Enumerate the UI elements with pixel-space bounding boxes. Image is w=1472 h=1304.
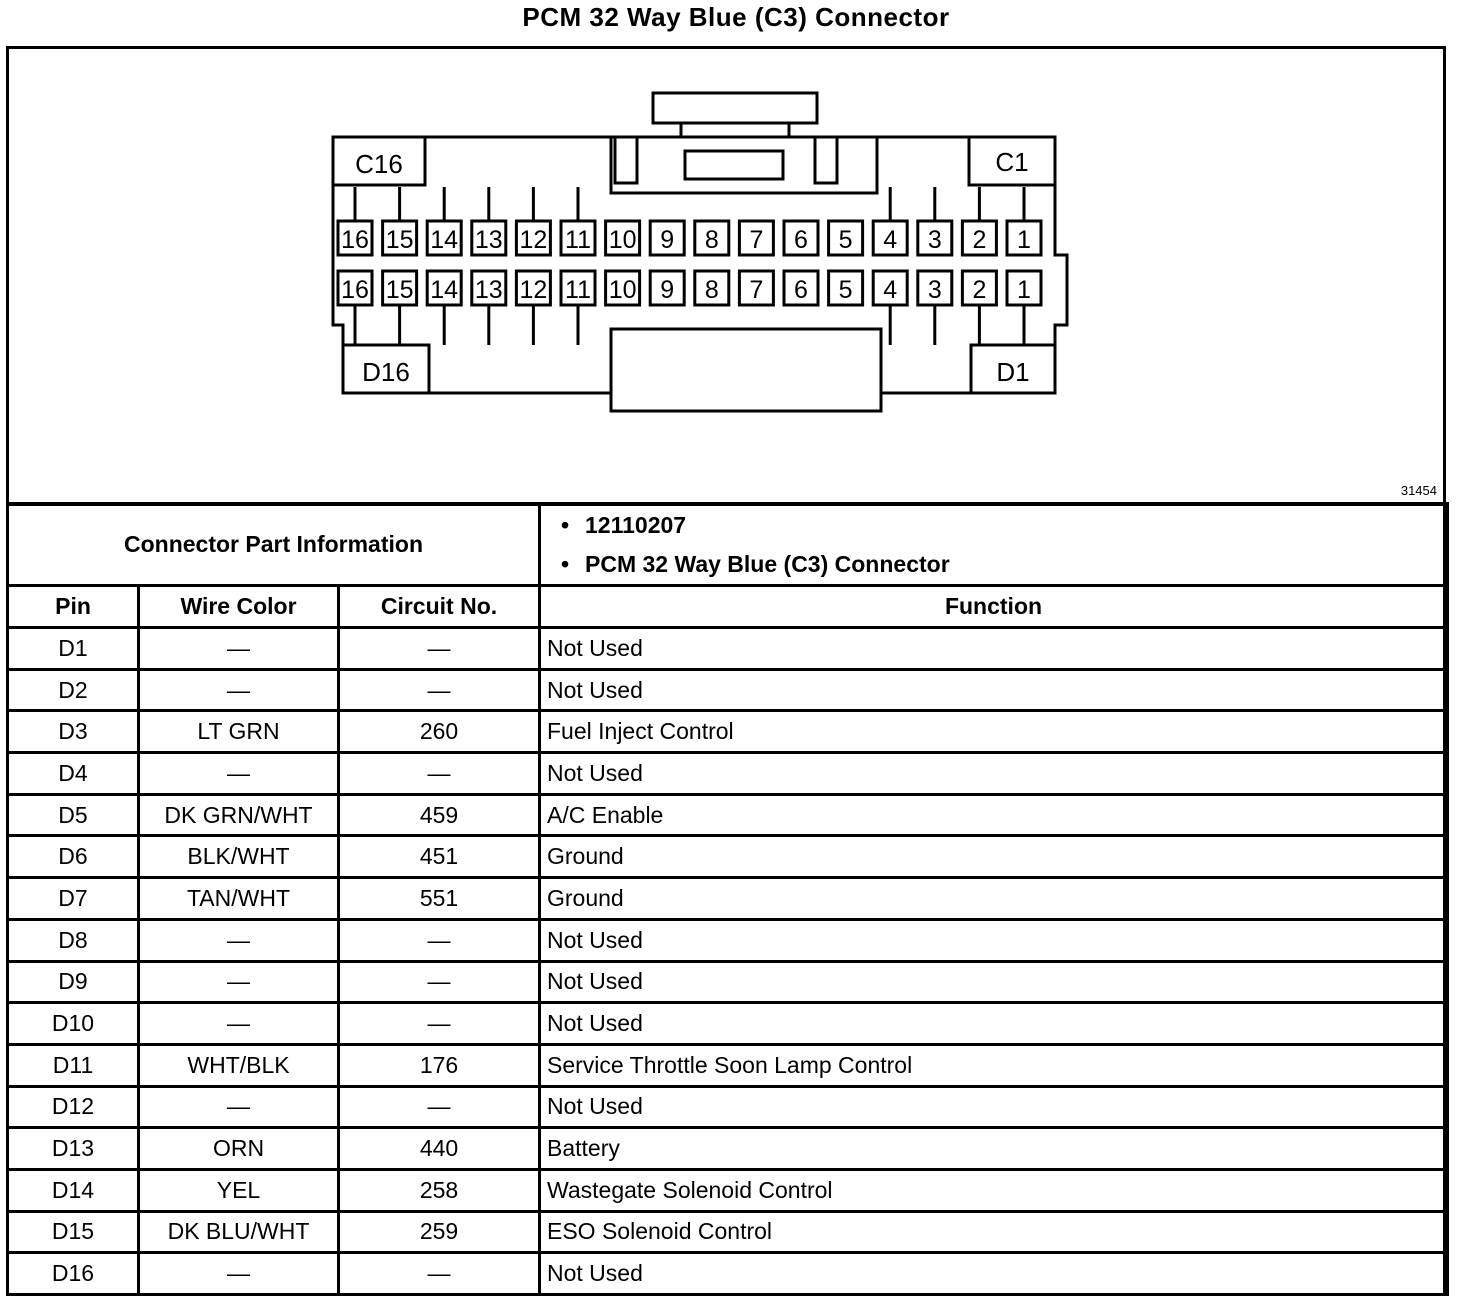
row-d-pin-number: 14 — [430, 276, 459, 304]
row-c-pin-number: 4 — [883, 226, 898, 254]
function-cell: Service Throttle Soon Lamp Control — [540, 1044, 1448, 1086]
figure-id: 31454 — [1400, 483, 1437, 498]
pin-cell: D5 — [8, 794, 139, 836]
table-row — [8, 836, 1448, 878]
row-c-pin-number: 14 — [430, 226, 459, 254]
function-cell: Not Used — [540, 669, 1448, 711]
table-row — [8, 919, 1448, 961]
label-d1: D1 — [996, 357, 1030, 387]
function-cell: Wastegate Solenoid Control — [540, 1169, 1448, 1211]
circuit-cell: 176 — [339, 1044, 540, 1086]
circuit-cell: 451 — [339, 836, 540, 878]
wire-color-cell: ORN — [139, 1128, 339, 1170]
wire-color-cell: WHT/BLK — [139, 1044, 339, 1086]
function-cell: A/C Enable — [540, 794, 1448, 836]
pin-cell: D1 — [8, 628, 139, 670]
table-row — [8, 711, 1448, 753]
pin-cell: D9 — [8, 961, 139, 1003]
table-row — [8, 669, 1448, 711]
pin-cell: D13 — [8, 1128, 139, 1170]
row-d-pin-number: 16 — [341, 276, 369, 304]
pin-cell: D10 — [8, 1003, 139, 1045]
row-d-pin-number: 13 — [474, 276, 503, 304]
column-header-circuit: Circuit No. — [339, 586, 540, 628]
table-header-row — [8, 586, 1448, 628]
function-cell: Not Used — [540, 1253, 1448, 1295]
circuit-cell: 258 — [339, 1169, 540, 1211]
wire-color-cell: — — [139, 753, 339, 795]
pin-cell: D15 — [8, 1211, 139, 1253]
part-number: • 12110207 — [585, 506, 1440, 545]
row-d-pin-number: 9 — [660, 276, 675, 304]
pin-cell: D16 — [8, 1253, 139, 1295]
wire-color-cell: — — [139, 919, 339, 961]
pinout-table — [6, 502, 1449, 1296]
row-c-pin-number: 8 — [704, 226, 719, 254]
row-c-pin-number: 13 — [474, 226, 503, 254]
column-header-pin: Pin — [8, 586, 139, 628]
row-c-pin-number: 1 — [1017, 226, 1031, 254]
row-c-pin-number: 3 — [927, 226, 942, 254]
column-header-wire-color: Wire Color — [139, 586, 339, 628]
connector-diagram — [9, 49, 1443, 506]
connector-latch — [653, 93, 817, 123]
pin-cell: D8 — [8, 919, 139, 961]
row-d-pin-number: 12 — [519, 276, 548, 304]
row-c-pin-number: 6 — [794, 226, 808, 254]
table-row — [8, 753, 1448, 795]
wire-color-cell: DK GRN/WHT — [139, 794, 339, 836]
table-row — [8, 1169, 1448, 1211]
row-c-pin-number: 16 — [341, 226, 369, 254]
pin-cell: D3 — [8, 711, 139, 753]
row-c-pin-number: 9 — [660, 226, 675, 254]
circuit-cell: 259 — [339, 1211, 540, 1253]
function-cell: ESO Solenoid Control — [540, 1211, 1448, 1253]
part-info-label: Connector Part Information — [8, 504, 540, 586]
pin-cell: D11 — [8, 1044, 139, 1086]
wire-color-cell: TAN/WHT — [139, 878, 339, 920]
table-row — [8, 878, 1448, 920]
circuit-cell: — — [339, 1086, 540, 1128]
table-row — [8, 1128, 1448, 1170]
row-c-pin-number: 2 — [972, 226, 987, 254]
row-d-pin-number: 3 — [927, 276, 942, 304]
circuit-cell: — — [339, 669, 540, 711]
wire-color-cell: — — [139, 669, 339, 711]
function-cell: Not Used — [540, 628, 1448, 670]
part-description: • PCM 32 Way Blue (C3) Connector — [585, 545, 1440, 584]
table-row — [8, 628, 1448, 670]
circuit-cell: — — [339, 919, 540, 961]
circuit-cell: — — [339, 1003, 540, 1045]
row-d-pin-number: 1 — [1017, 276, 1031, 304]
part-info-list — [540, 504, 1448, 586]
table-row — [8, 1086, 1448, 1128]
pin-cell: D2 — [8, 669, 139, 711]
wire-color-cell: — — [139, 628, 339, 670]
function-cell: Ground — [540, 878, 1448, 920]
row-d-pin-number: 7 — [749, 276, 764, 304]
wire-color-cell: — — [139, 1003, 339, 1045]
pin-cell: D12 — [8, 1086, 139, 1128]
wire-color-cell: BLK/WHT — [139, 836, 339, 878]
wire-color-cell: — — [139, 1253, 339, 1295]
circuit-cell: — — [339, 628, 540, 670]
table-row — [8, 1003, 1448, 1045]
wire-color-cell: LT GRN — [139, 711, 339, 753]
table-row — [8, 1253, 1448, 1295]
circuit-cell: 260 — [339, 711, 540, 753]
table-row — [8, 1211, 1448, 1253]
wire-color-cell: — — [139, 961, 339, 1003]
row-d-pin-number: 4 — [883, 276, 898, 304]
label-c1: C1 — [995, 147, 1029, 177]
row-d-pin-number: 6 — [794, 276, 808, 304]
wire-color-cell: DK BLU/WHT — [139, 1211, 339, 1253]
label-d16: D16 — [362, 357, 410, 387]
page-title: PCM 32 Way Blue (C3) Connector — [522, 2, 950, 32]
row-c-pin-number: 15 — [385, 226, 414, 254]
pin-cell: D6 — [8, 836, 139, 878]
function-cell: Not Used — [540, 1086, 1448, 1128]
circuit-cell: 440 — [339, 1128, 540, 1170]
row-c-pin-number: 10 — [608, 226, 637, 254]
row-d-pin-number: 5 — [838, 276, 853, 304]
wire-color-cell: — — [139, 1086, 339, 1128]
row-c-pin-number: 5 — [838, 226, 853, 254]
pin-cell: D7 — [8, 878, 139, 920]
circuit-cell: — — [339, 1253, 540, 1295]
circuit-cell: 459 — [339, 794, 540, 836]
row-d-pin-number: 11 — [565, 276, 591, 304]
function-cell: Fuel Inject Control — [540, 711, 1448, 753]
part-info-row — [8, 504, 1448, 586]
row-d-pin-number: 10 — [608, 276, 637, 304]
table-row — [8, 1044, 1448, 1086]
table-row — [8, 961, 1448, 1003]
circuit-cell: — — [339, 753, 540, 795]
wire-color-cell: YEL — [139, 1169, 339, 1211]
function-cell: Not Used — [540, 961, 1448, 1003]
function-cell: Not Used — [540, 753, 1448, 795]
label-c16: C16 — [355, 149, 403, 179]
row-c-pin-number: 12 — [519, 226, 548, 254]
circuit-cell: — — [339, 961, 540, 1003]
row-d-pin-number: 15 — [385, 276, 414, 304]
pin-cell: D14 — [8, 1169, 139, 1211]
function-cell: Ground — [540, 836, 1448, 878]
row-d-pin-number: 2 — [972, 276, 987, 304]
row-d-pin-number: 8 — [704, 276, 719, 304]
function-cell: Battery — [540, 1128, 1448, 1170]
row-c-pin-number: 7 — [749, 226, 764, 254]
row-c-pin-number: 11 — [565, 226, 591, 254]
column-header-function: Function — [540, 586, 1448, 628]
function-cell: Not Used — [540, 1003, 1448, 1045]
circuit-cell: 551 — [339, 878, 540, 920]
connector-face-drawing — [9, 49, 1443, 503]
pin-cell: D4 — [8, 753, 139, 795]
function-cell: Not Used — [540, 919, 1448, 961]
table-row — [8, 794, 1448, 836]
